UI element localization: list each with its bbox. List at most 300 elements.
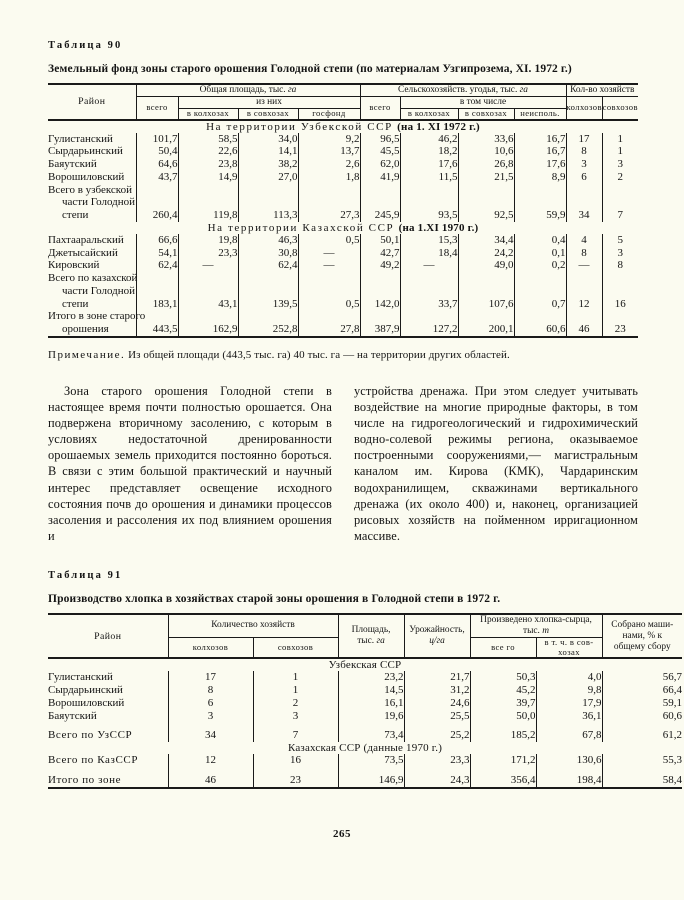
cell-value: 11,5 [400,171,458,184]
cell-value: 43,7 [136,171,178,184]
cell-value: 6 [168,697,253,710]
cell-value: 46 [566,323,602,337]
cell-value [566,285,602,298]
page-content [48,40,683,789]
table-90-head-row-1 [48,84,638,96]
table-90-number: Таблица 90 [48,40,123,51]
cell-value [178,272,238,285]
cell-value [298,285,360,298]
row-label: орошения [48,323,136,337]
cell-value: 127,2 [400,323,458,337]
cell-value: 38,2 [238,158,298,171]
th-total-area-group: Общая площадь, тыс. га [136,84,360,96]
table-91-body [48,658,682,787]
cell-value: 16,1 [338,697,404,710]
cell-value: 25,2 [404,722,470,742]
cell-value: 60,6 [602,710,682,723]
cell-value: 19,6 [338,710,404,723]
cell-value: 16 [602,298,638,311]
cell-value [566,184,602,197]
th-including: в том числе [400,96,566,108]
cell-value: 15,3 [400,234,458,247]
th-of-which: из них [178,96,360,108]
cell-value: 107,6 [458,298,514,311]
cell-value [360,196,400,209]
cell-value: 171,2 [470,754,536,767]
cell-value: — [298,247,360,260]
section-header-uzbek [48,120,638,133]
cell-value: 183,1 [136,298,178,311]
cell-value: 93,5 [400,209,458,222]
cell-value: 3 [566,158,602,171]
cell-value [602,196,638,209]
cell-value: 17 [168,671,253,684]
table-row [48,171,638,184]
th91-produced: Произведено хлопка-сырца, тыс. т [470,614,602,637]
cell-value: 42,7 [360,247,400,260]
cell-value: 142,0 [360,298,400,311]
table-91-title: Производство хлопка в хозяйствах старой зоны орошения в Голодной степи в 1972 г. [48,593,501,605]
cell-value: 4,0 [536,671,602,684]
row-label: Гулистанский [48,671,113,684]
cell-value: 92,5 [458,209,514,222]
cell-value: 27,3 [298,209,360,222]
cell-value: 0,5 [298,234,360,247]
cell-value: 8 [602,259,638,272]
th-unused: неисполь. [514,108,566,119]
cell-value: 73,5 [338,754,404,767]
section-header-uzbek-date: (на 1. XI 1972 г.) [397,120,480,133]
cell-value: 113,3 [238,209,298,222]
cell-value [360,184,400,197]
cell-value: 23,8 [178,158,238,171]
cell-value: 50,4 [136,145,178,158]
cell-value: 1,8 [298,171,360,184]
cell-value [400,285,458,298]
cell-value [566,272,602,285]
cell-value [178,184,238,197]
cell-value [458,184,514,197]
cell-value: 0,1 [514,247,566,260]
row-label: Баяутский [48,158,97,170]
row-label: части Голодной [62,284,136,297]
section-header-kazakh-ssr [48,742,682,754]
cell-value [458,196,514,209]
cell-value: 7 [253,722,338,742]
cell-value: 34 [168,722,253,742]
th-sovkhoz-area: в совхозах [238,108,298,119]
cell-value: 12 [566,298,602,311]
cell-value: 185,2 [470,722,536,742]
section-header-uzbek-ssr [48,659,682,671]
th91-incl-sovkhoz: в т. ч. в сов- хозах [536,637,602,658]
cell-value: 23 [602,323,638,337]
cell-value: 23,2 [338,671,404,684]
table-91-head-row-1 [48,614,682,637]
cell-value: 24,3 [404,767,470,788]
cell-value: — [178,259,238,272]
cell-value: 31,2 [404,684,470,697]
row-label: части Голодной [62,196,136,209]
row-label: Всего по УзССР [48,729,133,742]
body-text-right-column [354,383,638,544]
cell-value: 17,9 [536,697,602,710]
cell-value: 26,8 [458,158,514,171]
cell-value: 56,7 [602,671,682,684]
cell-value: 50,1 [360,234,400,247]
th-kolkhoz-agri: в колхозах [400,108,458,119]
row-label: Всего по КазССР [48,754,139,767]
cell-value: 0,4 [514,234,566,247]
cell-value [178,310,238,323]
row-label: Сырдарьинский [48,145,123,158]
table-row [48,671,682,684]
th91-farms-count: Количество хозяйств [168,614,338,637]
cell-value [178,285,238,298]
cell-value: 245,9 [360,209,400,222]
cell-value: 49,0 [458,259,514,272]
cell-value: 58,5 [178,133,238,146]
th-agri-group: Сельскохозяйств. угодья, тыс. га [360,84,566,96]
table-90-title-source: (по материалам Узгипрозема, XI. 1972 г.) [356,63,572,75]
cell-value [400,272,458,285]
th-farms-group: Кол-во хозяйств [566,84,638,96]
table-90-head [48,84,638,120]
cell-value: 18,2 [400,145,458,158]
section-header-kazakh-label: На территории Казахской ССР (на 1.XI 1970 г.) [207,221,479,234]
cell-value: 43,1 [178,298,238,311]
cell-value [400,196,458,209]
table-91-number: Таблица 91 [48,570,123,581]
cell-value: 61,2 [602,722,682,742]
section-header-uzbek-ssr-label: Узбекская ССР [328,659,402,672]
cell-value: 24,2 [458,247,514,260]
cell-value: 34 [566,209,602,222]
cell-value: 17,6 [514,158,566,171]
cell-value [602,272,638,285]
cell-value: 23,3 [404,754,470,767]
cell-value: 1 [253,684,338,697]
cell-value: 96,5 [360,133,400,146]
cell-value [238,196,298,209]
cell-value: 54,1 [136,247,178,260]
cell-value: 16,7 [514,145,566,158]
cell-value [514,310,566,323]
section-header-kazakh [48,222,638,234]
cell-value: 60,6 [514,323,566,337]
cell-value [136,196,178,209]
th91-total: все го [470,637,536,658]
table-row [48,722,682,742]
table-row [48,697,682,710]
th-total-1: всего [136,96,178,119]
cell-value: 0,5 [298,298,360,311]
cell-value [602,184,638,197]
cell-value: 50,3 [470,671,536,684]
cell-value [136,285,178,298]
cell-value: 9,8 [536,684,602,697]
row-label: степи [62,209,89,221]
table-row [48,684,682,697]
cell-value [360,310,400,323]
body-text-left-column [48,383,332,544]
cell-value: 21,5 [458,171,514,184]
table-90-head-row-2 [48,96,638,108]
cell-value: 162,9 [178,323,238,337]
cell-value: 14,5 [338,684,404,697]
cell-value: 59,1 [602,697,682,710]
page-number: 265 [333,828,351,840]
cell-value: 66,4 [602,684,682,697]
cell-value: 3 [168,710,253,723]
table-row [48,767,682,788]
th91-kolkhozov: колхозов [168,637,253,658]
cell-value: 0,7 [514,298,566,311]
cell-value: 3 [602,247,638,260]
table-row [48,323,638,337]
cell-value: 200,1 [458,323,514,337]
cell-value: 41,9 [360,171,400,184]
table-row [48,310,638,323]
cell-value: 13,7 [298,145,360,158]
cell-value: 45,2 [470,684,536,697]
cell-value: 58,4 [602,767,682,788]
cell-value: 49,2 [360,259,400,272]
cell-value [566,196,602,209]
cell-value: 119,8 [178,209,238,222]
cell-value [360,285,400,298]
cell-value: 252,8 [238,323,298,337]
cell-value [298,196,360,209]
cell-value: 46,3 [238,234,298,247]
cell-value: 8 [168,684,253,697]
cell-value: 356,4 [470,767,536,788]
th91-district: Район [48,614,168,658]
th-sovkhozov: совхозов [602,96,638,119]
cell-value: 14,1 [238,145,298,158]
cell-value: 3 [253,710,338,723]
cell-value: 130,6 [536,754,602,767]
cell-value [458,272,514,285]
table-row [48,209,638,222]
cell-value: 55,3 [602,754,682,767]
section-header-uzbek-label: На территории Узбекской ССР (на 1. XI 1972 г.) [48,120,638,133]
row-label: Кировский [48,259,100,272]
section-header-kazakh-date: (на 1.XI 1970 г.) [398,221,479,234]
th91-machine-harvest: Собрано маши- нами, % к общему сбору [602,614,682,658]
cell-value [298,184,360,197]
cell-value: 2,6 [298,158,360,171]
table-90-note-text: Из общей площади (443,5 тыс. га) 40 тыс. га — на территории других областей. [128,348,510,361]
table-row [48,184,638,197]
th91-area: Площадь, тыс. га [338,614,404,658]
cell-value: 23 [253,767,338,788]
cell-value: 67,8 [536,722,602,742]
cell-value: 12 [168,754,253,767]
cell-value [400,310,458,323]
table-90-note [48,349,638,361]
th-district: Район [48,84,136,120]
cell-value [238,272,298,285]
section-header-kazakh-ssr-label: Казахская ССР (данные 1970 г.) [287,742,443,755]
cell-value: 14,9 [178,171,238,184]
row-label: Ворошиловский [48,170,125,183]
cell-value: 25,5 [404,710,470,723]
row-label: Всего по казахской [48,272,138,284]
cell-value: 17,6 [400,158,458,171]
cell-value: 2 [602,171,638,184]
cell-value: 4 [566,234,602,247]
cell-value: 8 [566,145,602,158]
cell-value: 19,8 [178,234,238,247]
cell-value [458,310,514,323]
cell-value: — [400,259,458,272]
cell-value [458,285,514,298]
cell-value: 443,5 [136,323,178,337]
table-90-title-main: Земельный фонд зоны старого орошения Голодной степи [48,63,354,75]
cell-value: — [566,259,602,272]
cell-value: 3 [602,158,638,171]
row-label: Джетысайский [48,246,118,259]
body-paragraph-right: устройства дренажа. При этом следует учитывать воздействие на многие природные факторы, в том числе на гидрогеологический и гидрохимический водно-солевой режимы региона, оказываемое построенными сооружениями,— магистральным каналом им. Кирова (КМК), Чардаринским водохранилищем, скважинами вертикального дренажа (их около 400) и, наконец, организацией рисовых хозяйств на пойменном ирригационном массиве. [354,383,638,543]
table-row [48,145,638,158]
th-sovkhoz-agri: в совхозах [458,108,514,119]
cell-value: 62,0 [360,158,400,171]
cell-value: 45,5 [360,145,400,158]
cell-value: 22,6 [178,145,238,158]
body-text-columns [48,383,638,544]
cell-value: 16 [253,754,338,767]
cell-value: 33,7 [400,298,458,311]
row-label: Ворошиловский [48,696,125,709]
cell-value: 50,0 [470,710,536,723]
table-row [48,298,638,311]
cell-value: 139,5 [238,298,298,311]
cell-value: 62,4 [136,259,178,272]
row-label: Всего в узбекской [48,183,132,196]
cell-value: 10,6 [458,145,514,158]
table-90-body [48,120,638,337]
cell-value: 73,4 [338,722,404,742]
row-label: Итого в зоне старого [48,310,146,323]
table-90 [48,83,638,338]
cell-value: 66,6 [136,234,178,247]
cell-value: 387,9 [360,323,400,337]
th-gosfond: госфонд [298,108,360,119]
table-row [48,259,638,272]
cell-value: 18,4 [400,247,458,260]
cell-value [360,272,400,285]
th-kolkhozov: колхозов [566,96,602,119]
cell-value: 198,4 [536,767,602,788]
cell-value: 1 [602,145,638,158]
cell-value [602,310,638,323]
table-90-note-label: Примечание. [48,348,126,361]
cell-value: 27,0 [238,171,298,184]
cell-value [298,272,360,285]
th-total-2: всего [360,96,400,119]
cell-value: 5 [602,234,638,247]
cell-value [514,285,566,298]
body-paragraph-left: Зона старого орошения Голодной степи в настоящее время почти полностью орошается. Она подвержена вторичному засолению, с которым в условиях недостаточной дренированности орошаемых земель приходится постоянно бороться. В связи с этим большой практический и научный интерес представляет освещение исходного состояния почв до орошения и динамики процессов засоления и рассоления их под влиянием орошения и [48,383,332,543]
cell-value: 39,7 [470,697,536,710]
cell-value [566,310,602,323]
cell-value: 34,0 [238,133,298,146]
row-label: степи [62,297,89,310]
table-row [48,158,638,171]
cell-value: 9,2 [298,133,360,146]
table-row [48,247,638,260]
cell-value: 46 [168,767,253,788]
cell-value [238,310,298,323]
table-row [48,196,638,209]
cell-value: 46,2 [400,133,458,146]
table-row [48,272,638,285]
cell-value: 6 [566,171,602,184]
row-label: Сырдарьинский [48,684,123,697]
table-row [48,234,638,247]
row-label: Баяутский [48,709,97,722]
table-row [48,754,682,767]
cell-value: 33,6 [458,133,514,146]
cell-value [136,184,178,197]
cell-value: 8 [566,247,602,260]
cell-value: 23,3 [178,247,238,260]
cell-value: 260,4 [136,209,178,222]
cell-value: 30,8 [238,247,298,260]
cell-value [514,184,566,197]
cell-value: 1 [253,671,338,684]
table-row [48,133,638,146]
table-90-title [48,63,638,75]
cell-value: 101,7 [136,133,178,146]
row-label: Итого по зоне [48,767,168,788]
cell-value: 0,2 [514,259,566,272]
cell-value [514,196,566,209]
th91-yield: Урожайность, ц/га [404,614,470,658]
cell-value: 146,9 [338,767,404,788]
cell-value: 36,1 [536,710,602,723]
cell-value [514,272,566,285]
th-kolkhoz-area: в колхозах [178,108,238,119]
table-91 [48,613,682,789]
table-91-head [48,614,682,658]
cell-value: 27,8 [298,323,360,337]
cell-value [400,184,458,197]
row-label: Гулистанский [48,132,113,145]
cell-value [136,272,178,285]
cell-value: 59,9 [514,209,566,222]
cell-value: 2 [253,697,338,710]
cell-value: 24,6 [404,697,470,710]
cell-value: 62,4 [238,259,298,272]
cell-value: 17 [566,133,602,146]
cell-value: 64,6 [136,158,178,171]
cell-value: 8,9 [514,171,566,184]
cell-value [238,184,298,197]
cell-value [298,310,360,323]
cell-value: 21,7 [404,671,470,684]
table-row [48,285,638,298]
cell-value: 16,7 [514,133,566,146]
cell-value: 34,4 [458,234,514,247]
cell-value [178,196,238,209]
cell-value [238,285,298,298]
cell-value: — [298,259,360,272]
cell-value: 7 [602,209,638,222]
cell-value: 1 [602,133,638,146]
cell-value [602,285,638,298]
